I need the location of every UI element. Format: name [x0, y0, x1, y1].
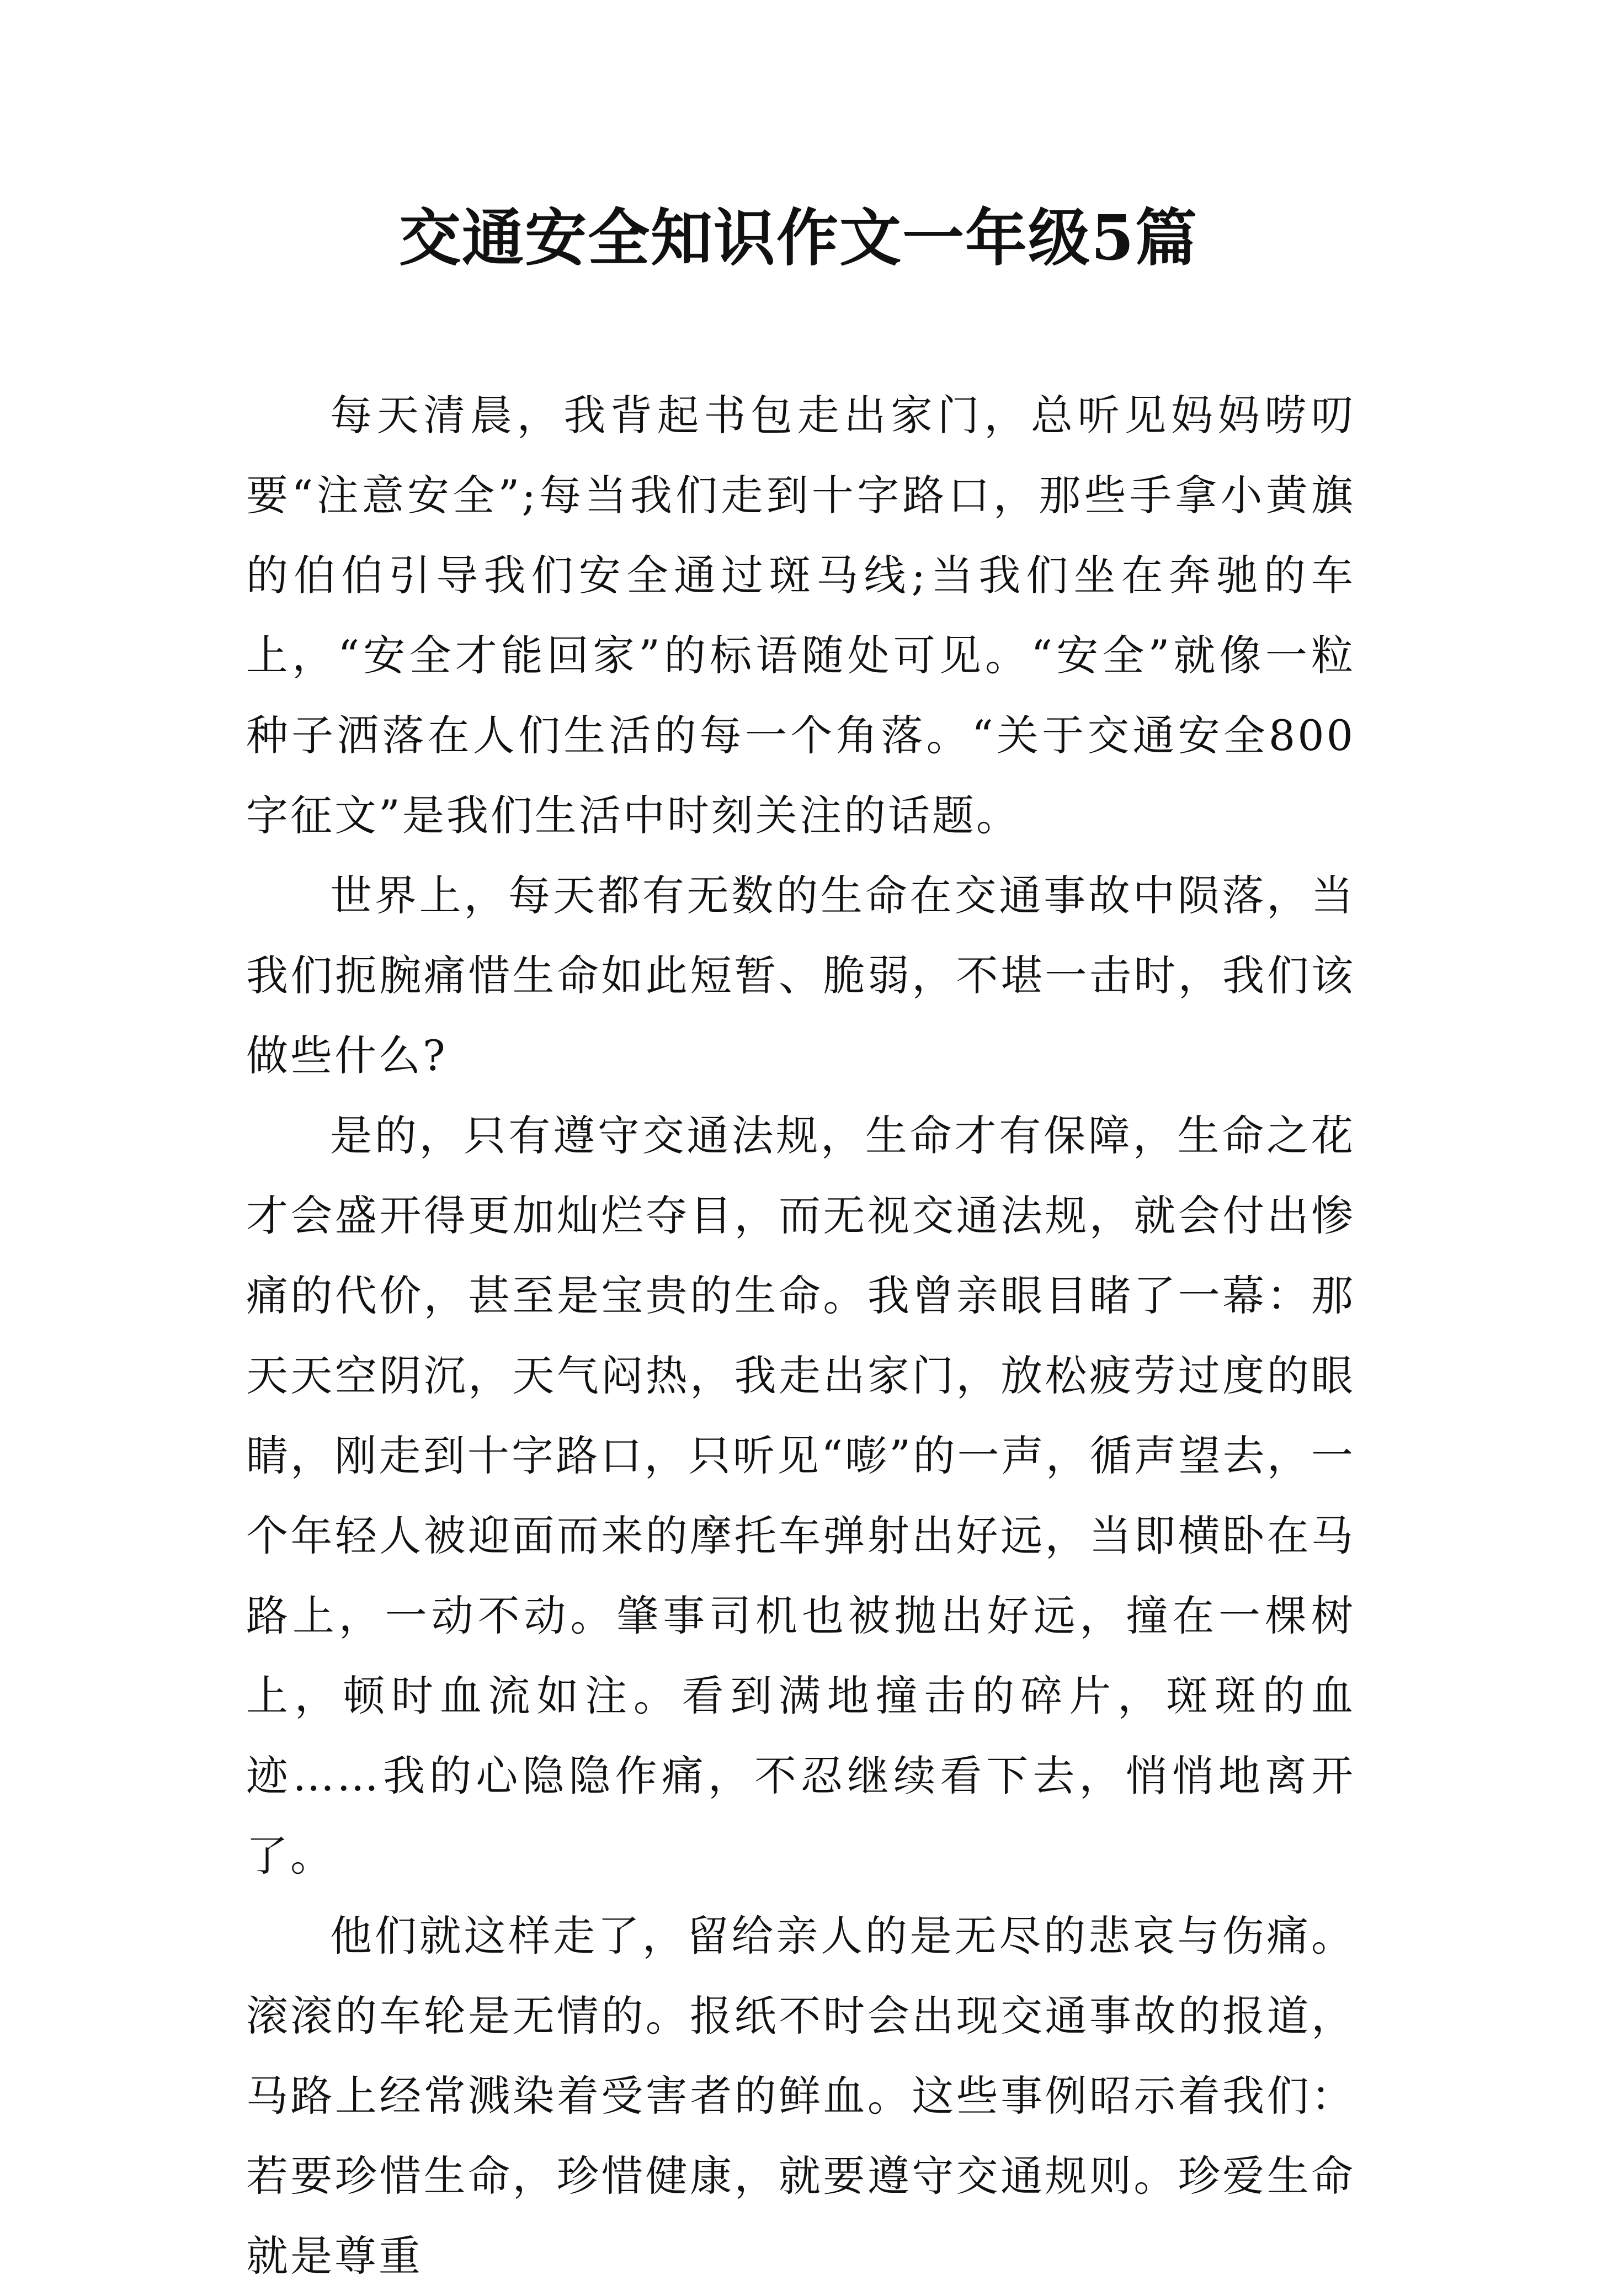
- paragraph-4: 他们就这样走了，留给亲人的是无尽的悲哀与伤痛。滚滚的车轮是无情的。报纸不时会出现交通事故的报道，马路上经常溅染着受害者的鲜血。这些事例昭示着我们：若要珍惜生命，珍惜健康，就要遵守交通规则。珍爱生命就是尊重: [246, 1911, 1355, 2281]
- paragraph-3: 是的，只有遵守交通法规，生命才有保障，生命之花才会盛开得更加灿烂夺目，而无视交通法规，就会付出惨痛的代价，甚至是宝贵的生命。我曾亲眼目睹了一幕：那天天空阴沉，天气闷热，我走出家门，放松疲劳过度的眼睛，刚走到十字路口，只听见“嘭”的一声，循声望去，一个年轻人被迎面而来的摩托车弹射出好远，当即横卧在马路上，一动不动。肇事司机也被抛出好远，撞在一棵树上，顿时血流如注。看到满地撞击的碎片，斑斑的血迹……我的心隐隐作痛，不忍继续看下去，悄悄地离开了。: [246, 1111, 1355, 1880]
- paragraph-2: 世界上，每天都有无数的生命在交通事故中陨落，当我们扼腕痛惜生命如此短暂、脆弱，不堪一击时，我们该做些什么?: [246, 871, 1355, 1080]
- document-body: [246, 375, 1355, 2296]
- paragraph-1: 每天清晨，我背起书包走出家门，总听见妈妈唠叨要“注意安全”;每当我们走到十字路口，那些手拿小黄旗的伯伯引导我们安全通过斑马线;当我们坐在奔驰的车上，“安全才能回家”的标语随处可见。“安全”就像一粒种子洒落在人们生活的每一个角落。“关于交通安全800字征文”是我们生活中时刻关注的话题。: [246, 391, 1355, 840]
- document-title: 交通安全知识作文一年级5篇: [399, 202, 1198, 274]
